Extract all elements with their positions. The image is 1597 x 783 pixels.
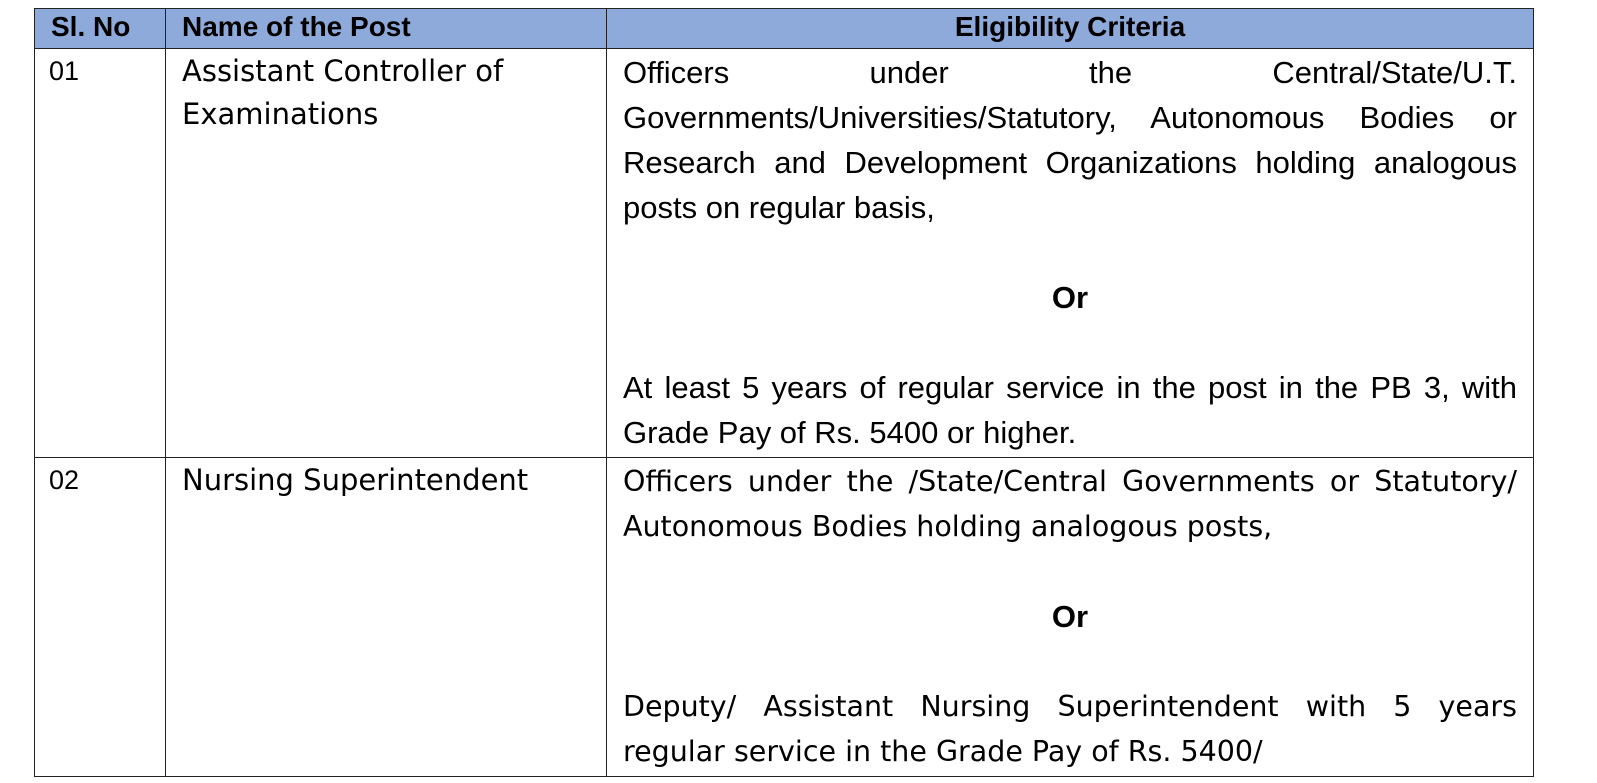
criteria-text: Officers under the Central/State/U.T. Governments/Universities/Statutory, Autonomous Bodies or Research and Development Organizations holding analogous posts on regular basis,	[623, 55, 1517, 225]
table-row	[35, 458, 1534, 777]
criteria-cell	[607, 49, 1534, 458]
header-row	[35, 9, 1534, 49]
post-name-cell: Nursing Superintendent	[166, 458, 607, 777]
eligibility-table	[34, 8, 1534, 777]
post-name-cell: Assistant Controller of Examinations	[166, 49, 607, 458]
criteria-text: Deputy/ Assistant Nursing Superintendent with 5 years regular service in the Grade Pay of Rs. 5400/	[623, 690, 1517, 768]
header-sl-no: Sl. No	[35, 9, 166, 49]
criteria-text: Officers under the /State/Central Governments or Statutory/ Autonomous Bodies holding analogous posts,	[623, 465, 1517, 543]
spacer	[623, 639, 1517, 684]
or-separator: Or	[1051, 280, 1089, 315]
header-post-name: Name of the Post	[166, 9, 607, 49]
sl-no-cell: 02	[35, 458, 166, 777]
criteria-cell	[607, 458, 1534, 777]
spacer	[623, 320, 1517, 365]
table-row	[35, 49, 1534, 458]
spacer	[623, 230, 1517, 275]
spacer	[623, 549, 1517, 594]
criteria-text: At least 5 years of regular service in the post in the PB 3, with Grade Pay of Rs. 5400 or higher.	[623, 370, 1517, 450]
header-eligibility: Eligibility Criteria	[607, 9, 1534, 49]
or-separator: Or	[1051, 599, 1089, 634]
sl-no-cell: 01	[35, 49, 166, 458]
